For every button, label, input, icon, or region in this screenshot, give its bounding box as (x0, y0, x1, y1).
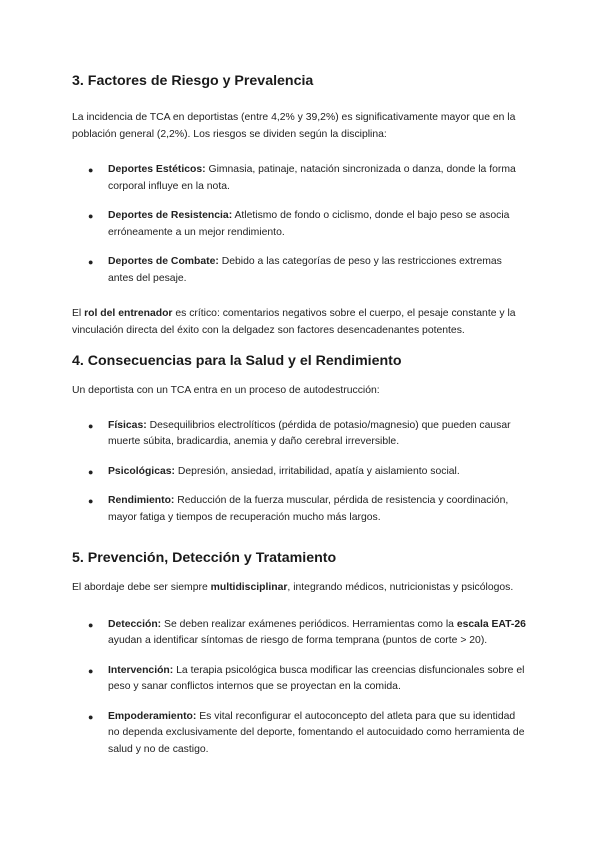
section-5-list (72, 617, 528, 759)
list-item: ● Deportes de Combate: Debido a las categorías de peso y las restricciones extremas antes del pesaje. (88, 256, 502, 284)
bullet-icon: ● (88, 496, 94, 506)
bullet-icon: ● (88, 257, 94, 267)
bullet-icon: ● (88, 420, 94, 431)
bullet-icon: ● (88, 466, 94, 477)
section-3-intro: La incidencia de TCA en deportistas (entre 4,2% y 39,2%) es significativamente mayor que en la población general (2,2%). Los riesgos se dividen según la disciplina: (72, 112, 516, 140)
section-5-intro: El abordaje debe ser siempre multidisciplinar, integrando médicos, nutricionistas y psicólogos. (72, 582, 514, 593)
list-item: ● Deportes de Resistencia: Atletismo de fondo o ciclismo, donde el bajo peso se asocia erróneamente a un mejor rendimiento. (88, 210, 510, 238)
section-3-list (72, 162, 528, 287)
section-4-list (72, 418, 528, 527)
bullet-icon: ● (88, 665, 94, 676)
section-3-closing: El rol del entrenador es crítico: comentarios negativos sobre el cuerpo, el pesaje constante y la vinculación directa del éxito con la delgadez son factores desencadenantes potentes. (72, 308, 516, 336)
list-item: ● Rendimiento: Reducción de la fuerza muscular, pérdida de resistencia y coordinación, mayor fatiga y tiempos de recuperación mucho más largos. (88, 495, 509, 523)
bullet-icon: ● (88, 619, 94, 630)
list-item: ● Empoderamiento: Es vital reconfigurar el autoconcepto del atleta para que su identidad no dependa exclusivamente del deporte, fomentando el autocuidado como herramienta de salud y no de castigo. (88, 710, 525, 755)
list-item: ● Deportes Estéticos: Gimnasia, patinaje, natación sincronizada o danza, donde la forma corporal influye en la nota. (88, 164, 516, 192)
bullet-icon: ● (88, 711, 94, 722)
document-page (72, 62, 528, 758)
bullet-icon: ● (88, 165, 94, 175)
section-4-title: 4. Consecuencias para la Salud y el Rendimiento (72, 353, 402, 369)
section-4-intro: Un deportista con un TCA entra en un proceso de autodestrucción: (72, 385, 380, 396)
section-3-title: 3. Factores de Riesgo y Prevalencia (72, 73, 314, 89)
list-item: ● Detección: Se deben realizar exámenes periódicos. Herramientas como la escala EAT-26 ayudan a identificar síntomas de riesgo de forma temprana (puntos de corte > 20). (88, 618, 526, 646)
list-item: ● Psicológicas: Depresión, ansiedad, irritabilidad, apatía y aislamiento social. (72, 464, 528, 481)
list-item: ● Físicas: Desequilibrios electrolíticos (pérdida de potasio/magnesio) que pueden causar muerte súbita, bradicardia, anemia y daño cerebral irreversible. (88, 419, 511, 447)
list-item: ● Intervención: La terapia psicológica busca modificar las creencias disfuncionales sobre el peso y sanar conflictos internos que se proyectan en la comida. (88, 664, 525, 692)
bullet-icon: ● (88, 211, 94, 221)
section-5-title: 5. Prevención, Detección y Tratamiento (72, 550, 337, 566)
